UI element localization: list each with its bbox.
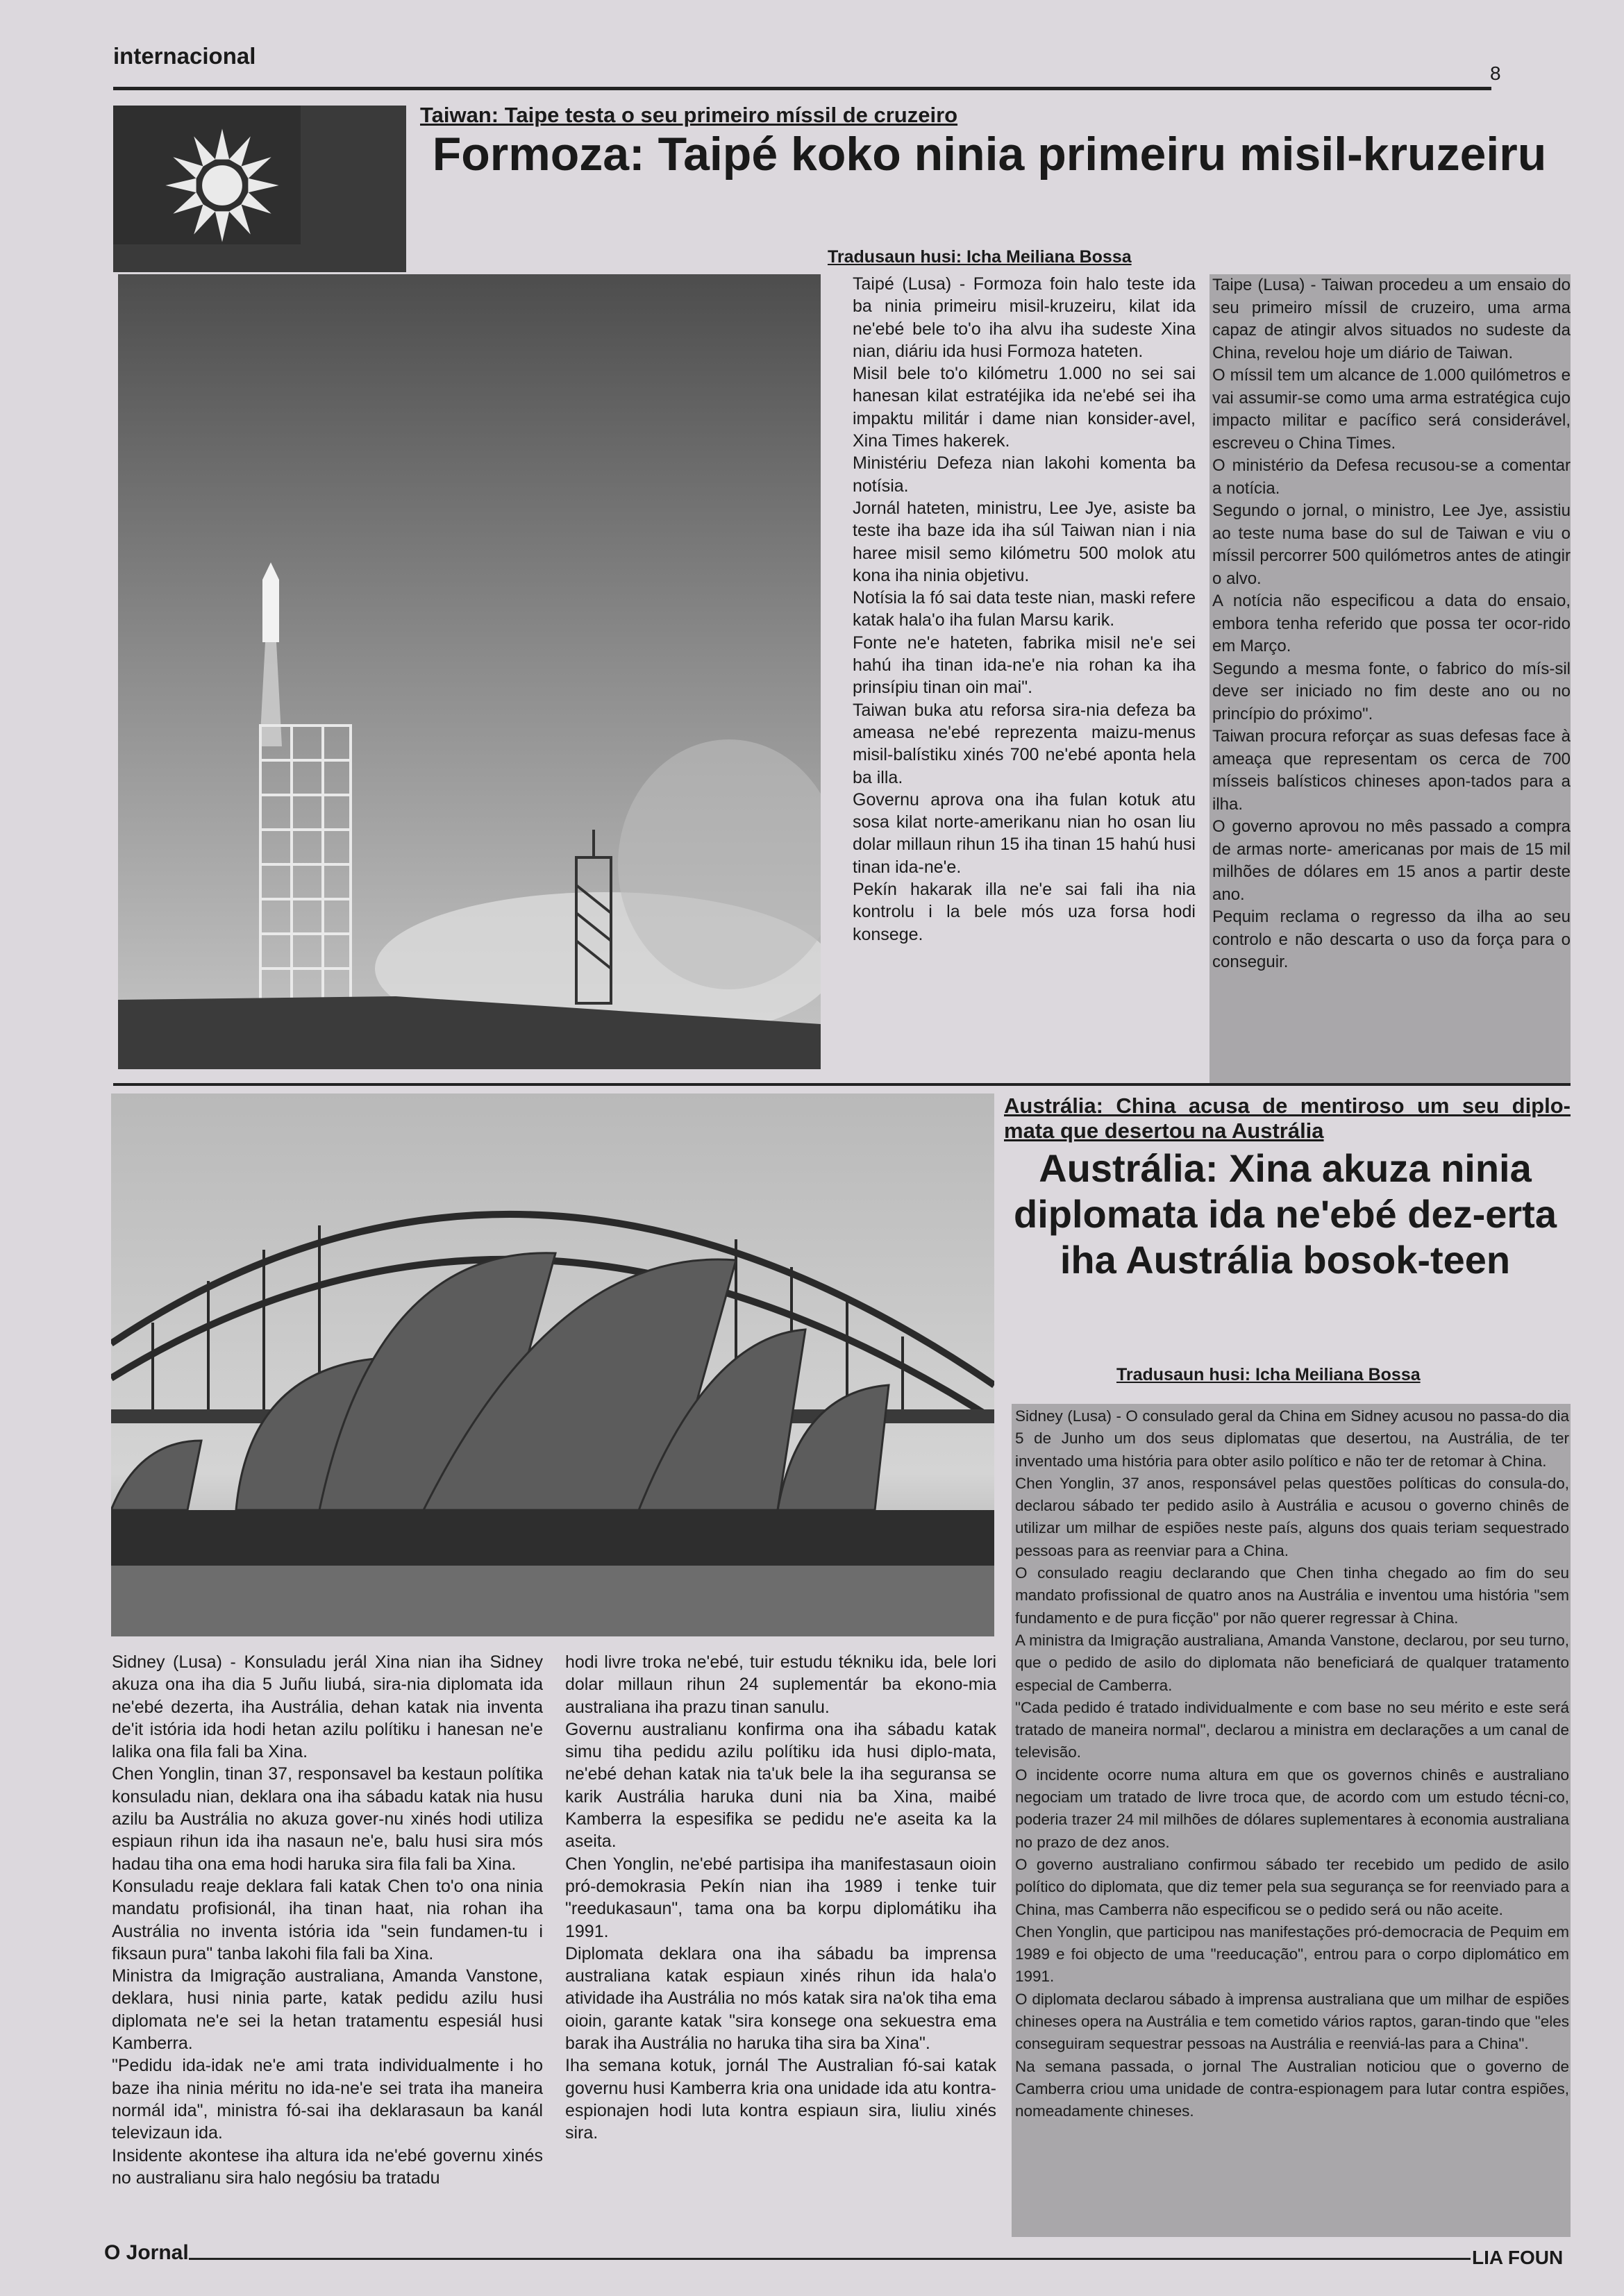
taiwan-flag-image xyxy=(113,106,406,272)
footer-publication: O Jornal xyxy=(104,2241,189,2264)
article2-tetum-col2: hodi livre troka ne'ebé, tuir estudu tékniku ida, bele lori dolar millaun rihun 24 suplementár ba ekono-mia australiana iha prazu tinan sanulu. Governu australianu konfirma ona iha sábadu katak simu tiha pedidu azilu polítiku ida husi diplo-mata, ne'ebé dehan katak nia ta'uk bele la iha seguransa se karik Austrália haruka duni nia ba Xina, maibé Kamberra la espesifika se pedidu ne'e aseita ka la aseita. Chen Yonglin, ne'ebé partisipa iha manifestasaun oioin pró-demokrasia Pekín nian iha 1989 i tenke tuir "reedukasaun", tama ona ba korpu diplomátiku iha 1991. Diplomata deklara ona iha sábadu ba imprensa australiana katak espiaun xinés rihun ida hala'o atividade iha Austrália no mós katak sira na'ok tiha ema oioin, garante katak "sira konsege ona sekuestra ema barak iha Austrália no haruka tiha sira ba Xina". Iha semana kotuk, jornál The Australian fó-sai katak governu husi Kamberra kria ona unidade ida atu kontra-espionajen hodi luta kontra espiaun sira, liuliu xinés sira. xyxy=(565,1652,996,2143)
article1-headline: Formoza: Taipé koko ninia primeiru misil-kruzeiru xyxy=(432,128,1547,181)
footer-section: LIA FOUN xyxy=(1472,2247,1564,2268)
article1-byline: Tradusaun husi: Icha Meiliana Bossa xyxy=(828,247,1132,267)
article2-kicker: Austrália: China acusa de mentiroso um seu diplo-mata que desertou na Austrália xyxy=(1004,1093,1571,1143)
white-sun-icon xyxy=(163,126,281,244)
article2-byline: Tradusaun husi: Icha Meiliana Bossa xyxy=(1116,1365,1421,1384)
article2-headline: Austrália: Xina akuza ninia diplomata ida ne'ebé dez-erta iha Austrália bosok-teen xyxy=(1014,1146,1557,1282)
sydney-opera-house-photo xyxy=(111,1093,994,1636)
page-number: 8 xyxy=(1490,62,1501,84)
section-label: internacional xyxy=(113,43,256,69)
article1-kicker: Taiwan: Taipe testa o seu primeiro míssil de cruzeiro xyxy=(420,103,958,127)
footer-rule xyxy=(189,2258,1471,2260)
article2-portuguese-text: Sidney (Lusa) - O consulado geral da China em Sidney acusou no passa-do dia 5 de Junho um dos seus diplomatas que desertou, na Austrália, de ter inventado uma história para obter asilo político e não ter de retomar à China. Chen Yonglin, 37 anos, responsável pelas questões políticas do consula-do, declarou sábado ter pedido asilo à Austrália e acusou o governo chinês de utilizar um milhar de espiões neste país, alguns dos quais teriam sequestrado pessoas para as reenviar para a China. O consulado reagiu declarando que Chen tinha chegado ao fim do seu mandato profissional de quatro anos na Austrália e inventou uma história "sem fundamento e de pura ficção" por não querer regressar à China. A ministra da Imigração australiana, Amanda Vanstone, declarou, por seu turno, que o pedido de asilo do diplomata não beneficiará de qualquer tratamento especial de Camberra. "Cada pedido é tratado individualmente e com base no seu mérito e este será tratado de maneira normal", declarou a ministra em declarações a um canal de televisão. O incidente ocorre numa altura em que os governos chinês e australiano negociam um tratado de livre troca que, de acordo com um estudo técni-co, poderia trazer 24 mil milhões de dólares suplementares à economia australiana no prazo de dez anos. O governo australiano confirmou sábado ter recebido um pedido de asilo político do diplomata, que diz temer pela sua segurança se for reenviado para a China, mas Camberra não especificou se o pedido será ou não aceite. Chen Yonglin, que participou nas manifestações pró-democracia de Pequim em 1989 e foi objecto de uma "reeducação", entrou para o corpo diplomático em 1991. O diplomata declarou sábado à imprensa australiana que um milhar de espiões chineses opera na Austrália e tem cometido vários raptos, garan-tindo que "eles conseguiram sequestrar pessoas na Austrália e reenviá-las para a China". Na semana passada, o jornal The Australian noticiou que o governo de Camberra criou uma unidade de contra-espionagem para lutar contra espiões, nomeadamente chineses. xyxy=(1015,1407,1569,2120)
article1-tetum-text: Taipé (Lusa) - Formoza foin halo teste ida ba ninia primeiru misil-kruzeiru, kilat ida ne'ebé bele to'o iha alvu iha sudeste Xina nian, diáriu ida husi Formoza hateten. Misil bele to'o kilómetru 1.000 no sei sai hanesan kilat estratéjika ida ne'ebé sei iha impaktu militár i dame nian konsider-avel, Xina Times hakerek. Ministériu Defeza nian lakohi komenta ba notísia. Jornál hateten, ministru, Lee Jye, asiste ba teste iha baze ida iha súl Taiwan nian i nia haree misil semo kilómetru 500 molok atu kona iha ninia objetivu. Notísia la fó sai data teste nian, maski refere katak hala'o iha fulan Marsu karik. Fonte ne'e hateten, fabrika misil ne'e sei hahú iha tinan ida-ne'e nia rohan ka iha prinsípiu tinan oin mai". Taiwan buka atu reforsa sira-nia defeza ba ameasa ne'ebé reprezenta maizu-menus misil-balístiku xinés 700 ne'ebé aponta hela ba illa. Governu aprova ona iha fulan kotuk atu sosa kilat norte-amerikanu nian ho osan liu dolar millaun rihun 15 iha tinan 15 hahú husi tinan ida-ne'e. Pekín hakarak illa ne'e sai fali iha nia kontrolu i la bele mós uza forsa hodi konsege. xyxy=(853,274,1196,944)
article1-portuguese-text: Taipe (Lusa) - Taiwan procedeu a um ensaio do seu primeiro míssil de cruzeiro, uma arma capaz de atingir alvos situados no sudeste da China, revelou hoje um diário de Taiwan. O míssil tem um alcance de 1.000 quilómetros e vai assumir-se como uma arma estratégica cujo impacto militar e pacífico será considerável, escreveu o China Times. O ministério da Defesa recusou-se a comentar a notícia. Segundo o jornal, o ministro, Lee Jye, assistiu ao teste numa base do sul de Taiwan e viu o míssil percorrer 500 quilómetros antes de atingir o alvo. A notícia não especificou a data do ensaio, embora tenha referido que possa ter ocor-rido em Março. Segundo a mesma fonte, o fabrico do mís-sil deve ser iniciado no fim deste ano ou no princípio do próximo". Taiwan procura reforçar as suas defesas face à ameaça que representam os cerca de 700 mísseis balísticos chineses apon-tados para a ilha. O governo aprovou no mês passado a compra de armas norte- americanas por mais de 15 mil milhões de dólares em 15 anos a partir deste ano. Pequim reclama o regresso da ilha ao seu controlo e não descarta o uso da força para o conseguir. xyxy=(1212,276,1571,971)
rocket-launch-photo xyxy=(118,274,821,1069)
header-rule xyxy=(113,87,1491,90)
section-divider xyxy=(113,1083,1571,1086)
article2-tetum-col1: Sidney (Lusa) - Konsuladu jerál Xina nian iha Sidney akuza ona iha dia 5 Juñu liubá, sira-nia diplomata ida ne'ebé dezerta, iha Austrália, dehan katak nia inventa de'it istória ida hodi hetan azilu polítiku i hanesan ne'e lalika ona fila fali ba Xina. Chen Yonglin, tinan 37, responsavel ba kestaun polítika konsuladu nian, deklara ona iha sábadu katak nia husu azilu ba Austrália no akuza gover-nu xinés hodi utiliza espiaun rihun ida iha nasaun ne'e, balu husi sira mós hadau tiha ona ema hodi haruka sira fila fali ba Xina. Konsuladu reaje deklara fali katak Chen to'o ona ninia mandatu profisionál, iha tinan haat, nia rohan iha Austrália no inventa istória ida "sein fundamen-tu i fiksaun pura" tanba lakohi fila fali ba Xina. Ministra da Imigração australiana, Amanda Vanstone, deklara, husi ninia parte, katak pedidu azilu husi diplomata ne'e sei la hetan tratamentu espesiál husi Kamberra. "Pedidu ida-idak ne'e ami trata individualmente i ho baze iha ninia méritu no ida-ne'e sei trata iha maneira normál ida", ministra fó-sai iha deklarasaun ba kanál televizaun ida. Insidente akontese iha altura ida ne'ebé governu xinés no australianu sira halo negósiu ba tratadu xyxy=(112,1652,543,2188)
